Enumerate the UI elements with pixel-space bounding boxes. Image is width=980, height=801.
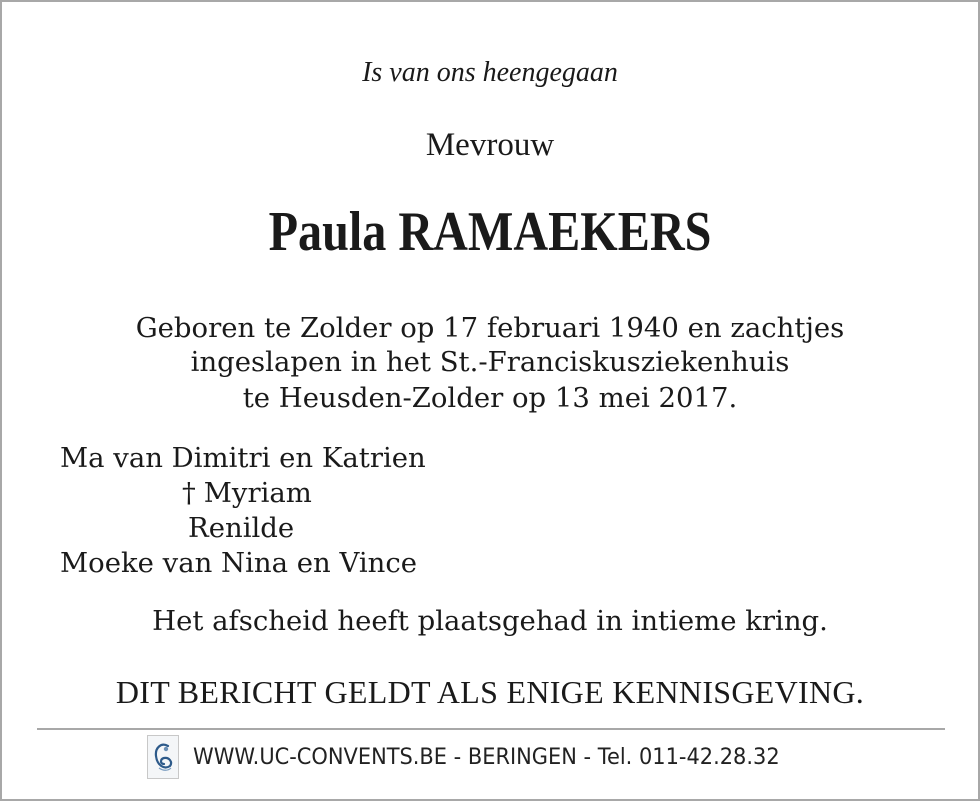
intro-line: Is van ons heengegaan [362,57,618,88]
family-child: Renilde [188,512,295,544]
funeral-home-logo-icon [147,735,179,779]
footer-divider [37,728,945,730]
bio-line-2: ingeslapen in het St.-Franciskusziekenhuis [190,346,790,378]
family-grandmother-of: Moeke van Nina en Vince [60,547,418,579]
bio-line-1: Geboren te Zolder op 17 februari 1940 en zachtjes [135,312,845,344]
deceased-child-name: Myriam [203,477,312,509]
family-deceased-child [182,477,312,509]
footer [147,735,824,779]
cross-icon: † [182,477,196,509]
deceased-name: Paula RAMAEKERS [268,201,712,263]
footer-contact: WWW.UC-CONVENTS.BE - BERINGEN - Tel. 011-42.28.32 [193,744,780,770]
official-notice: DIT BERICHT GELDT ALS ENIGE KENNISGEVING. [115,674,865,710]
bio-line-3: te Heusden-Zolder op 13 mei 2017. [242,382,738,414]
family-mother-of: Ma van Dimitri en Katrien [60,442,426,474]
farewell-line: Het afscheid heeft plaatsgehad in intieme kring. [152,605,828,637]
honorific-title: Mevrouw [425,127,555,163]
